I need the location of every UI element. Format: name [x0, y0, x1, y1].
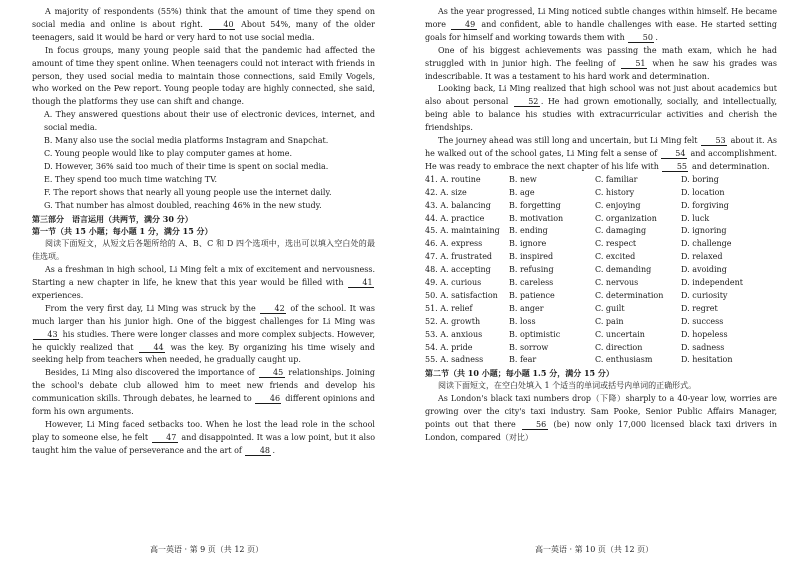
choice-row — [425, 354, 777, 367]
text: One of his biggest achievements was passing the math exam, which he had struggled with in junior high. The feeling of — [425, 45, 777, 68]
choice-option[interactable]: C. enthusiasm — [595, 355, 653, 365]
blank-55[interactable]: 55 — [662, 162, 688, 172]
choice-row — [425, 174, 777, 187]
choice-row — [425, 251, 777, 264]
text: . — [655, 32, 658, 42]
text: Looking back, Li Ming realized that high school was not just about academics but also about personal — [425, 84, 777, 107]
blank-42[interactable]: 42 — [260, 304, 286, 314]
blank-56[interactable]: 56 — [522, 420, 548, 430]
choice-option[interactable]: D. location — [681, 187, 725, 197]
choice-option[interactable]: D. sadness — [681, 342, 725, 352]
section1-instructions: 阅读下面短文，从短文后各题所给的 A、B、C 和 D 四个选项中，选出可以填入空白处的最佳选项。 — [32, 239, 375, 262]
text: experiences. — [32, 290, 84, 300]
choice-option[interactable]: 44. A. practice — [425, 213, 485, 223]
text: . — [272, 445, 275, 455]
choice-row — [425, 225, 777, 238]
text: his studies. There were longer classes and more complex subjects. However, he quickly realized that — [32, 329, 376, 352]
text: About 54%, many of the older teenagers, said it would be hard or very hard to not use social media. — [32, 19, 375, 42]
choice-option[interactable]: C. demanding — [595, 265, 652, 275]
blank-49[interactable]: 49 — [451, 20, 477, 30]
choice-row — [425, 238, 777, 251]
choice-option[interactable]: B. ignore — [509, 239, 547, 249]
choice-option[interactable]: C. nervous — [595, 278, 639, 288]
passage-paragraph — [425, 393, 777, 445]
text: different opinions and form his own arguments. — [32, 394, 375, 417]
choice-option[interactable]: B. refusing — [509, 265, 554, 275]
choice-option[interactable]: C. history — [595, 187, 635, 197]
choice-option[interactable]: B. fear — [509, 355, 537, 365]
choice-option[interactable]: 49. A. curious — [425, 278, 482, 288]
text: of the school. It was much larger than his junior high. One of the biggest challenges for Li Ming was — [32, 303, 375, 326]
choice-row — [425, 316, 777, 329]
text: (be) now only 17,000 licensed black taxi drivers in London, compared（对比） — [425, 420, 778, 442]
blank-53[interactable]: 53 — [701, 136, 727, 146]
choice-option[interactable]: D. forgiving — [681, 200, 729, 210]
choice-option[interactable]: D. hesitation — [681, 355, 733, 365]
text: However, Li Ming faced setbacks too. When he lost the lead role in the school play to someone else, he felt — [32, 420, 375, 442]
text: A majority of respondents (55%) think that the amount of time they spend on social media and online is about right. — [32, 7, 375, 29]
choice-option[interactable]: 43. A. balancing — [425, 200, 491, 210]
blank-48[interactable]: 48 — [245, 446, 271, 456]
choice-row — [425, 187, 777, 200]
choice-option[interactable]: D. independent — [681, 278, 744, 288]
choice-option[interactable]: D. relaxed — [681, 252, 723, 262]
choice-option[interactable]: B. ending — [509, 226, 548, 236]
choice-option[interactable]: D. hopeless — [681, 329, 728, 339]
option-e: E. They spend too much time watching TV. — [44, 174, 218, 184]
option-f: F. The report shows that nearly all young people use the internet daily. — [44, 187, 332, 197]
option-d: D. However, 36% said too much of their time is spent on social media. — [44, 161, 329, 171]
choice-option[interactable]: B. new — [509, 174, 537, 184]
choice-option[interactable]: C. excited — [595, 252, 636, 262]
choice-option[interactable]: D. luck — [681, 213, 710, 223]
choice-option[interactable]: 51. A. relief — [425, 303, 473, 313]
choice-option[interactable]: C. uncertain — [595, 329, 645, 339]
choice-option[interactable]: B. patience — [509, 290, 555, 300]
passage-paragraph — [425, 45, 777, 84]
text: From the very first day, Li Ming was struck by the — [45, 303, 256, 313]
choice-option[interactable]: C. familiar — [595, 174, 638, 184]
passage-paragraph — [32, 303, 375, 368]
text: and confident, able to handle challenges with ease. He started setting goals for himself and working towards them with — [425, 19, 778, 42]
option-g: G. That number has almost doubled, reaching 46% in the new study. — [44, 200, 322, 210]
text: Besides, Li Ming also discovered the importance of — [45, 368, 255, 378]
part3-heading: 第三部分 语言运用（共两节，满分 30 分） — [32, 213, 193, 224]
choice-option[interactable]: D. boring — [681, 174, 719, 184]
choice-option[interactable]: 52. A. growth — [425, 316, 481, 326]
text: As the year progressed, Li Ming noticed subtle changes within himself. He became more — [425, 7, 777, 29]
choice-option[interactable]: 50. A. satisfaction — [425, 290, 498, 300]
blank-54[interactable]: 54 — [661, 149, 687, 159]
right-column — [425, 6, 777, 445]
text: . He had grown emotionally, socially, and intellectually, being able to balance his studies with extracurricular activities and cherish the friendships. — [425, 97, 778, 133]
choice-row — [425, 213, 777, 226]
blank-43[interactable]: 43 — [33, 330, 59, 340]
choice-row — [425, 290, 777, 303]
choice-option[interactable]: C. determination — [595, 290, 664, 300]
choice-option[interactable]: C. direction — [595, 342, 643, 352]
choice-option[interactable]: 42. A. size — [425, 187, 467, 197]
blank-44[interactable]: 44 — [139, 343, 165, 353]
page-footer-right: 高一英语 · 第 10 页（共 12 页） — [535, 545, 654, 554]
choice-option[interactable]: 41. A. routine — [425, 174, 481, 184]
answer-choices-body — [425, 174, 777, 368]
choice-row — [425, 277, 777, 290]
choice-option[interactable]: 45. A. maintaining — [425, 226, 500, 236]
choice-option[interactable]: C. enjoying — [595, 200, 641, 210]
blank-51[interactable]: 51 — [621, 59, 647, 69]
choice-option[interactable]: B. loss — [509, 316, 536, 326]
section2-heading: 第二节（共 10 小题；每小题 1.5 分，满分 15 分） — [425, 368, 614, 379]
choice-option[interactable]: 53. A. anxious — [425, 329, 483, 339]
choice-option[interactable]: B. sorrow — [509, 342, 549, 352]
text: As London's black taxi numbers drop（下降）sharply to a 40-year low, worries are growing over the city's taxi industry. Sam Pooke, Senior Public Affairs Manager, points out that there — [425, 394, 777, 429]
text: relationships. Joining the school's debate club allowed him to meet new friends and develop his communication skills. Through debates, he learned to — [32, 368, 375, 404]
choice-option[interactable]: 46. A. express — [425, 239, 483, 249]
blank-45[interactable]: 45 — [259, 368, 285, 378]
choice-option[interactable]: D. success — [681, 316, 724, 326]
text: about it. As he walked out of the school gates, Li Ming felt a sense of — [425, 136, 778, 158]
choice-option[interactable]: D. ignoring — [681, 226, 727, 236]
choice-option[interactable]: 48. A. accepting — [425, 265, 491, 275]
blank-46[interactable]: 46 — [255, 394, 281, 404]
choice-option[interactable]: B. forgetting — [509, 200, 561, 210]
blank-47[interactable]: 47 — [152, 433, 178, 443]
passage-paragraph: In focus groups, many young people said that the pandemic had affected the amount of time they spent online. When teenagers could not interact with friends in person, they used social media to maintain those connections, said Emily Vogels, who worked on the Pew report. Young people today are highly connected, she said, though the platforms they use can shift and change. — [32, 45, 375, 107]
choice-option[interactable]: B. motivation — [509, 213, 564, 223]
section1-heading: 第一节（共 15 小题；每小题 1 分，满分 15 分） — [32, 226, 213, 237]
text: As a freshman in high school, Li Ming felt a mix of excitement and nervousness. Starting a new chapter in life, he knew that this year would be filled with — [32, 265, 375, 288]
passage-paragraph — [32, 367, 375, 419]
choice-row — [425, 200, 777, 213]
text: when he saw his grades was indescribable. It was a testament to his hard work and determination. — [425, 58, 778, 81]
text: The journey ahead was still long and uncertain, but Li Ming felt — [438, 136, 698, 146]
blank-40[interactable]: 40 — [209, 20, 235, 30]
passage-paragraph — [32, 6, 375, 45]
choice-option[interactable]: B. careless — [509, 278, 554, 288]
choice-option[interactable]: C. pain — [595, 316, 624, 326]
choice-option[interactable]: D. regret — [681, 303, 718, 313]
choice-option[interactable]: D. curiosity — [681, 290, 728, 300]
choice-option[interactable]: D. avoiding — [681, 265, 727, 275]
left-column — [32, 6, 375, 458]
text: and disappointed. It was a low point, but it also taught him the value of perseverance and the art of — [32, 432, 376, 455]
passage-paragraph — [425, 6, 777, 45]
blank-52[interactable]: 52 — [514, 97, 540, 107]
choice-option[interactable]: C. damaging — [595, 226, 647, 236]
choice-option[interactable]: B. anger — [509, 303, 544, 313]
choice-option[interactable]: B. optimistic — [509, 329, 561, 339]
answer-choices-table — [425, 174, 777, 368]
choice-row — [425, 342, 777, 355]
choice-option[interactable]: B. inspired — [509, 252, 554, 262]
text: and determination. — [691, 161, 770, 171]
choice-option[interactable]: C. guilt — [595, 303, 625, 313]
text: was the key. By organizing his time wisely and seeking help from teachers when needed, he gradually caught up. — [32, 342, 376, 365]
blank-50[interactable]: 50 — [628, 33, 654, 43]
passage-paragraph — [32, 264, 375, 303]
choice-option[interactable]: C. organization — [595, 213, 657, 223]
passage-paragraph — [425, 83, 777, 135]
option-b: B. Many also use the social media platforms Instagram and Snapchat. — [44, 136, 329, 146]
choice-row — [425, 329, 777, 342]
choice-option[interactable]: 47. A. frustrated — [425, 252, 493, 262]
passage-paragraph — [32, 419, 375, 458]
passage-paragraph — [425, 135, 777, 174]
choice-option[interactable]: C. respect — [595, 239, 637, 249]
choice-option[interactable]: 55. A. sadness — [425, 355, 484, 365]
choice-option[interactable]: B. age — [509, 187, 535, 197]
page-footer-left: 高一英语 · 第 9 页（共 12 页） — [150, 545, 264, 554]
text: and accomplishment. He was ready to embrace the next chapter of his life with — [425, 148, 777, 171]
option-a: A. They answered questions about their use of electronic devices, internet, and social media. — [44, 110, 375, 133]
choice-row — [425, 303, 777, 316]
section2-instructions: 阅读下面短文，在空白处填入 1 个适当的单词或括号内单词的正确形式。 — [438, 381, 697, 391]
choice-option[interactable]: 54. A. pride — [425, 342, 473, 352]
blank-41[interactable]: 41 — [348, 278, 374, 288]
choice-option[interactable]: D. challenge — [681, 239, 732, 249]
option-c: C. Young people would like to play computer games at home. — [44, 148, 292, 158]
choice-row — [425, 264, 777, 277]
